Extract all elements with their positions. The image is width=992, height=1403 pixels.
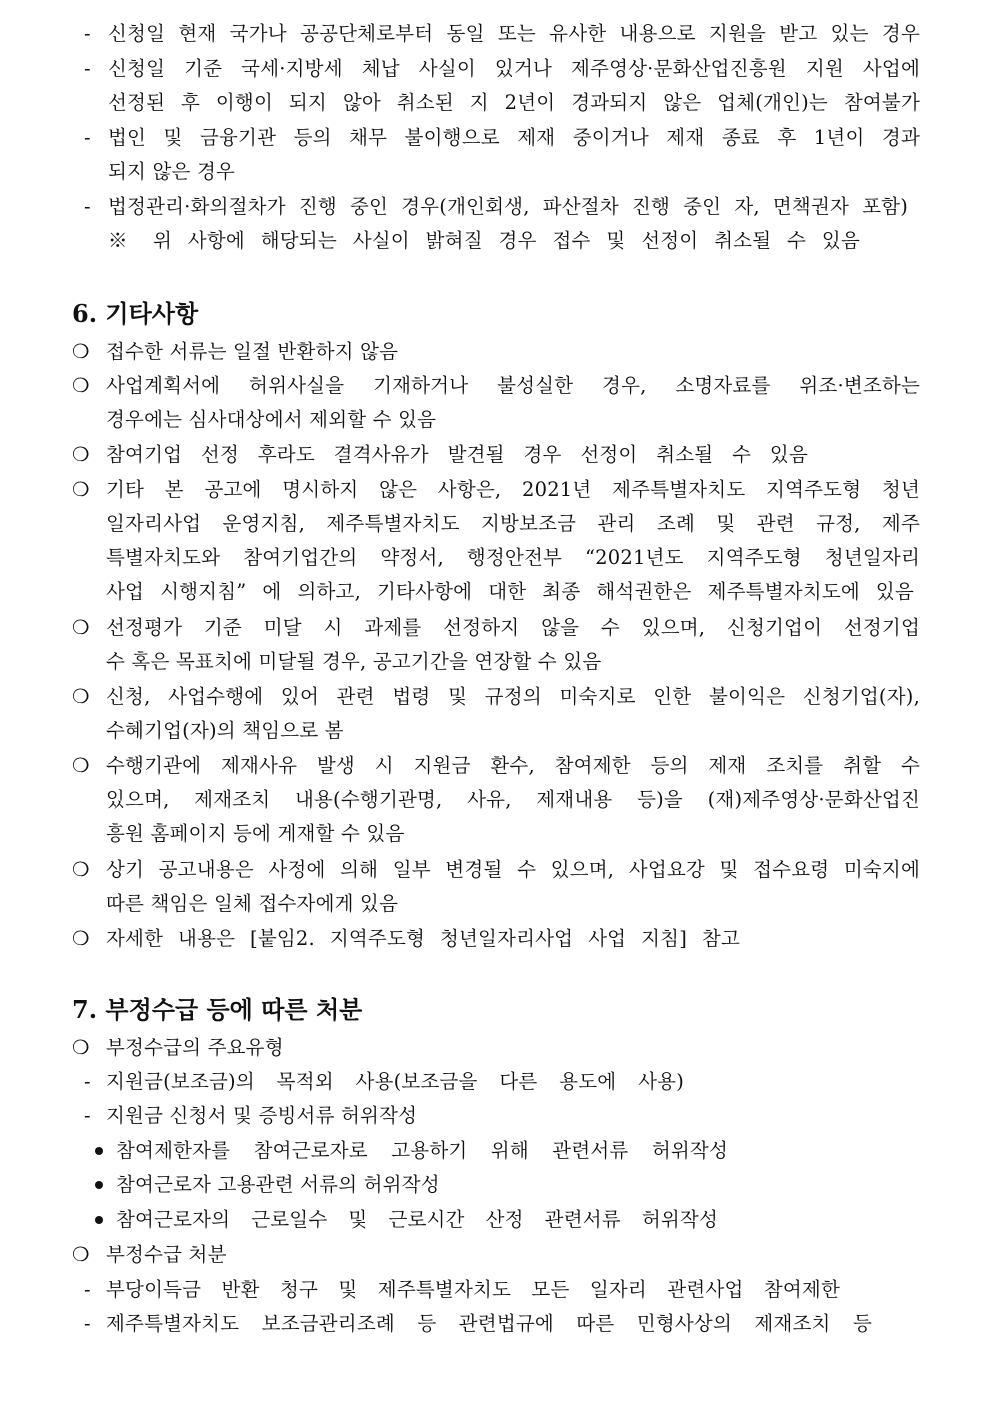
section-6-line: 접수한 서류는 일절 반환하지 않음 <box>106 340 399 363</box>
cancellation-note: ※ 위 사항에 해당되는 사실이 밝혀질 경우 접수 및 선정이 취소될 수 있음 <box>108 229 860 252</box>
circle-marker: ❍ <box>72 616 90 639</box>
section-6-line: 흥원 홈페이지 등에 게재할 수 있음 <box>106 822 405 845</box>
ineligibility-line: 되지 않은 경우 <box>108 160 236 183</box>
circle-marker: ❍ <box>72 858 90 881</box>
fraud-penalty-heading: 부정수급 처분 <box>106 1243 227 1266</box>
section-6-line: 수 혹은 목표치에 미달될 경우, 공고기간을 연장할 수 있음 <box>106 650 602 673</box>
ineligibility-line: 법인 및 금융기관 등의 채무 불이행으로 제재 중이거나 제재 종료 후 1년이 경과 <box>108 126 920 149</box>
bullet-dot <box>95 1216 103 1224</box>
section-6-line: 경우에는 심사대상에서 제외할 수 있음 <box>106 408 437 431</box>
section-6-line: 따른 책임은 일체 접수자에게 있음 <box>106 892 399 915</box>
circle-marker: ❍ <box>72 340 90 363</box>
circle-marker: ❍ <box>72 1036 90 1059</box>
section-6-line: 수혜기업(자)의 책임으로 봄 <box>106 719 344 742</box>
fraud-bullet-line: 참여근로자 고용관련 서류의 허위작성 <box>116 1173 440 1196</box>
section-7-title: 7. 부정수급 등에 따른 처분 <box>72 995 363 1024</box>
circle-marker: ❍ <box>72 443 90 466</box>
circle-marker: ❍ <box>72 478 90 501</box>
bullet-dot <box>95 1147 103 1155</box>
dash-marker: - <box>84 57 91 80</box>
circle-marker: ❍ <box>72 1243 90 1266</box>
section-6-line: 사업 시행지침” 에 의하고, 기타사항에 대한 최종 해석권한은 제주특별자치도에 있음 <box>106 580 914 603</box>
circle-marker: ❍ <box>72 374 90 397</box>
fraud-bullet-line: 참여제한자를 참여근로자로 고용하기 위해 관련서류 허위작성 <box>116 1139 728 1162</box>
fraud-bullet-line: 참여근로자의 근로일수 및 근로시간 산정 관련서류 허위작성 <box>116 1208 718 1231</box>
fraud-penalty-line: 부당이득금 반환 청구 및 제주특별자치도 모든 일자리 관련사업 참여제한 <box>106 1278 840 1301</box>
dash-marker: - <box>84 22 91 45</box>
section-6-line: 참여기업 선정 후라도 결격사유가 발견될 경우 선정이 취소될 수 있음 <box>106 443 808 466</box>
ineligibility-line: 법정관리·화의절차가 진행 중인 경우(개인회생, 파산절차 진행 중인 자, 면책권자 포함) <box>108 195 908 218</box>
circle-marker: ❍ <box>72 927 90 950</box>
bullet-dot <box>95 1181 103 1189</box>
dash-marker: - <box>84 126 91 149</box>
ineligibility-line: 선정된 후 이행이 되지 않아 취소된 지 2년이 경과되지 않은 업체(개인)는 참여불가 <box>108 91 920 114</box>
section-6-line: 수행기관에 제재사유 발생 시 지원금 환수, 참여제한 등의 제재 조치를 취할 수 <box>106 754 920 777</box>
section-6-line: 신청, 사업수행에 있어 관련 법령 및 규정의 미숙지로 인한 불이익은 신청기업(자), <box>106 685 920 708</box>
dash-marker: - <box>84 1312 91 1335</box>
ineligibility-line: 신청일 기준 국세·지방세 체납 사실이 있거나 제주영상·문화산업진흥원 지원 사업에 <box>108 57 920 80</box>
fraud-types-heading: 부정수급의 주요유형 <box>106 1036 284 1059</box>
fraud-type-line: 지원금 신청서 및 증빙서류 허위작성 <box>106 1104 418 1127</box>
section-6-line: 자세한 내용은 [붙임2. 지역주도형 청년일자리사업 사업 지침] 참고 <box>106 927 740 950</box>
dash-marker: - <box>84 1104 91 1127</box>
dash-marker: - <box>84 195 91 218</box>
circle-marker: ❍ <box>72 754 90 777</box>
dash-marker: - <box>84 1070 91 1093</box>
dash-marker: - <box>84 1278 91 1301</box>
section-6-title: 6. 기타사항 <box>72 299 199 328</box>
fraud-penalty-line: 제주특별자치도 보조금관리조례 등 관련법규에 따른 민형사상의 제재조치 등 <box>106 1312 872 1335</box>
section-6-line: 특별자치도와 참여기업간의 약정서, 행정안전부 “2021년도 지역주도형 청년일자리 <box>106 546 920 569</box>
ineligibility-line: 신청일 현재 국가나 공공단체로부터 동일 또는 유사한 내용으로 지원을 받고 있는 경우 <box>108 22 920 45</box>
section-6-line: 상기 공고내용은 사정에 의해 일부 변경될 수 있으며, 사업요강 및 접수요령 미숙지에 <box>106 858 920 881</box>
section-6-line: 선정평가 기준 미달 시 과제를 선정하지 않을 수 있으며, 신청기업이 선정기업 <box>106 616 920 639</box>
section-6-line: 사업계획서에 허위사실을 기재하거나 불성실한 경우, 소명자료를 위조·변조하는 <box>106 374 920 397</box>
section-6-line: 있으며, 제재조치 내용(수행기관명, 사유, 제재내용 등)을 (재)제주영상·문화산업진 <box>106 788 920 811</box>
circle-marker: ❍ <box>72 685 90 708</box>
section-6-line: 일자리사업 운영지침, 제주특별자치도 지방보조금 관리 조례 및 관련 규정, 제주 <box>106 512 920 535</box>
fraud-type-line: 지원금(보조금)의 목적외 사용(보조금을 다른 용도에 사용) <box>106 1070 684 1093</box>
section-6-line: 기타 본 공고에 명시하지 않은 사항은, 2021년 제주특별자치도 지역주도형 청년 <box>106 478 920 501</box>
